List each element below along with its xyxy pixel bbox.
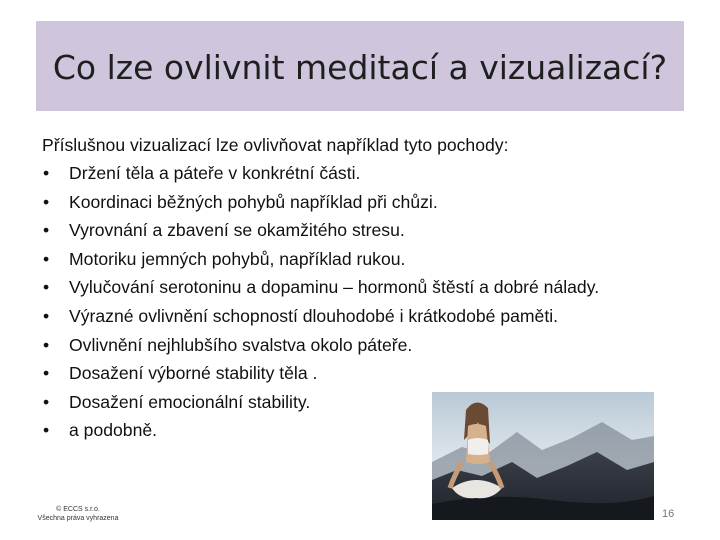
bullet-dot: • (43, 363, 50, 384)
bullet-dot: • (43, 420, 50, 441)
bullet-item: • Ovlivnění nejhlubšího svalstva okolo páteře. (42, 331, 702, 360)
bullet-item: • Dosažení výborné stability těla . (42, 359, 702, 388)
meditation-photo-illustration (432, 392, 654, 520)
bullet-dot: • (43, 248, 50, 269)
slide-title: Co lze ovlivnit meditací a vizualizací? (52, 48, 668, 87)
bullet-dot: • (43, 220, 50, 241)
bullet-dot: • (43, 191, 50, 212)
bullet-item: • Motoriku jemných pohybů, například rukou. (42, 245, 702, 274)
footer-rights-text: Všechna práva vyhrazena (37, 515, 119, 522)
footer-copyright (30, 505, 126, 523)
bullet-item: • a podobně. (42, 416, 702, 445)
bullet-item: • Dosažení emocionální stability. (42, 388, 702, 417)
bullet-item: • Vyrovnání a zbavení se okamžitého stresu. (42, 216, 702, 245)
meditation-photo (432, 392, 654, 520)
intro-text: Příslušnou vizualizací lze ovlivňovat například tyto pochody: (42, 135, 509, 155)
bullet-dot: • (43, 305, 50, 326)
footer-brand-text: © ECCS s.r.o. (56, 506, 100, 513)
bullet-item: • Vylučování serotoninu a dopaminu – hormonů štěstí a dobré nálady. (42, 273, 702, 302)
bullet-dot: • (43, 277, 50, 298)
bullet-item: • Koordinaci běžných pohybů například při chůzi. (42, 188, 702, 217)
bullet-dot: • (43, 163, 50, 183)
bullet-item: • Držení těla a páteře v konkrétní části. (42, 159, 702, 188)
bullet-item: • Výrazné ovlivnění schopností dlouhodobé i krátkodobé paměti. (42, 302, 702, 331)
bullet-dot: • (43, 334, 50, 355)
page-number: 16 (662, 508, 675, 520)
bullet-dot: • (43, 391, 50, 412)
